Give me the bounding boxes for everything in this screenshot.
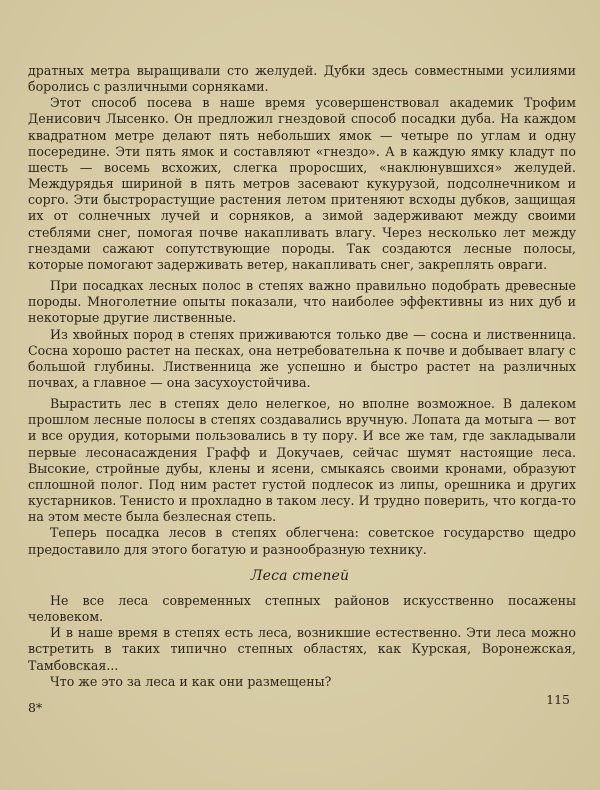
main-text [28,63,576,558]
paragraph: Не все леса современных степных районов искусственно посажены человеком. [28,593,576,625]
paragraph: При посадках лесных полос в степях важно правильно подобрать древесные породы. Многолетние опыты показали, что наиболее эффективны из них дуб и некоторые другие лиственные. [28,278,576,326]
section-heading: Леса степей [250,568,350,584]
paragraph: И в наше время в степях есть леса, возникшие естественно. Эти леса можно встретить в таких типично степных областях, как Курская, Воронежская, Тамбовская... [28,625,576,673]
paragraph: Из хвойных пород в степях приживаются только две — сосна и лиственница. Сосна хорошо растет на песках, она нетребовательна к почве и добывает влагу с большой глубины. Лиственница же успешно и быстро растет на различных почвах, а главное — она засухоустойчива. [28,326,576,390]
signature-mark: 8* [28,700,43,715]
paragraph: Что же это за леса и как они размещены? [50,673,332,689]
page-number: 115 [546,692,570,707]
paragraph: Теперь посадка лесов в степях облегчена: советское государство щедро предоставило для этого богатую и разнообразную технику. [28,525,576,557]
section-text [28,593,576,690]
paragraph: дратных метра выращивали сто желудей. Дубки здесь совместными усилиями боролись с различными сорняками. [28,63,576,95]
paragraph: Вырастить лес в степях дело нелегкое, но вполне возможное. В далеком прошлом лесные полосы в степях создавались вручную. Лопата да мотыга — вот и все орудия, которыми пользовались в ту пору. И все же там, где закладывали первые лесонасаждения Графф и Докучаев, сейчас шумят настоящие леса. Высокие, стройные дубы, клены и ясени, смыкаясь своими кронами, образуют сплошной полог. Под ним растет густой подлесок из липы, орешника и других кустарников. Тенисто и прохладно в таком лесу. И трудно поверить, что когда-то на этом месте была безлесная степь. [28,396,576,525]
paragraph: Этот способ посева в наше время усовершенствовал академик Трофим Денисович Лысенко. Он предложил гнездовой способ посадки дуба. На каждом квадратном метре делают пять небольших ямок — четыре по углам и одну посередине. Эти пять ямок и составляют «гнездо». А в каждую ямку кладут по шесть — восемь всхожих, слегка проросших, «наклюнувшихся» желудей. Междурядья шириной в пять метров засевают кукурузой, подсолнечником и сорго. Эти быстрорастущие растения летом притеняют всходы дубков, защищая их от солнечных лучей и сорняков, а зимой задерживают между своими стеблями снег, помогая почве накапливать влагу. Через несколько лет между гнездами сажают сопутствующие породы. Так создаются лесные полосы, которые помогают задерживать ветер, накапливать снег, закреплять овраги. [28,95,576,272]
